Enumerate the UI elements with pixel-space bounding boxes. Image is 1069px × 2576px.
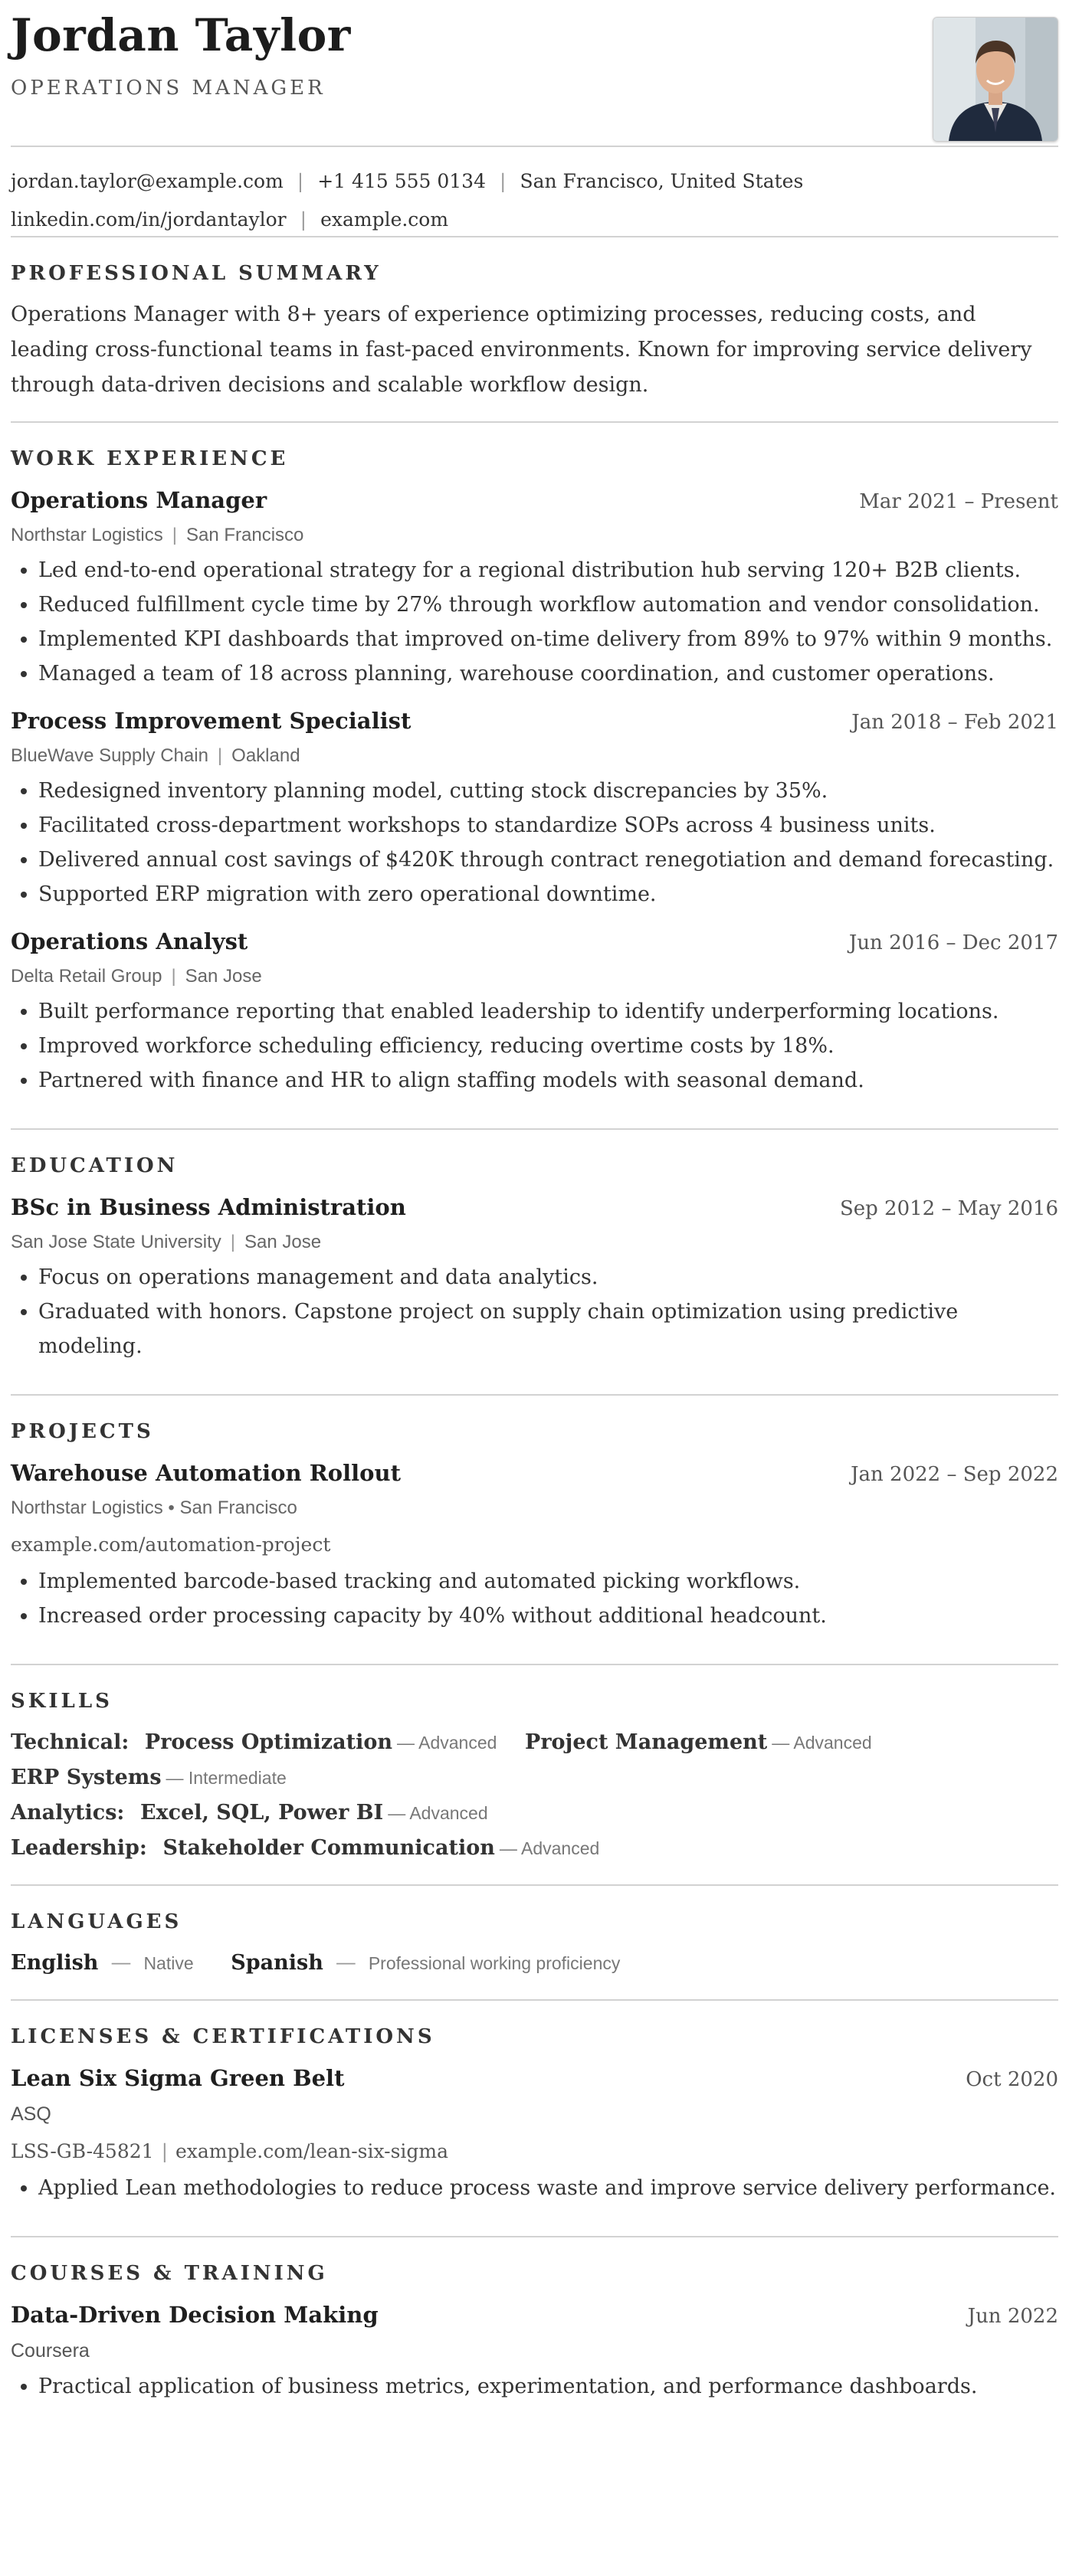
education-bullets	[11, 1260, 1058, 1363]
language-level: Professional working proficiency	[368, 1953, 621, 1973]
bullet-item: • Built performance reporting that enabled leadership to identify underperforming locations.	[38, 994, 1058, 1029]
bullet-item: • Redesigned inventory planning model, cutting stock discrepancies by 35%.	[38, 774, 1058, 808]
certification-bullets	[11, 2171, 1058, 2205]
separator: —	[110, 1951, 132, 1975]
job-location: San Francisco	[185, 525, 304, 545]
bullet-item: • Partnered with finance and HR to align staffing models with seasonal demand.	[38, 1063, 1058, 1098]
project-name: Warehouse Automation Rollout	[11, 1460, 401, 1486]
bullet-item: • Supported ERP migration with zero operational downtime.	[38, 877, 1058, 912]
education-header	[11, 1190, 1058, 1225]
skill-level: — Advanced	[772, 1733, 872, 1753]
degree-title: BSc in Business Administration	[11, 1194, 406, 1220]
bullet-item: • Implemented barcode-based tracking and automated picking workflows.	[38, 1564, 1058, 1599]
resume-header	[11, 0, 1058, 146]
candidate-title: OPERATIONS MANAGER	[11, 77, 326, 100]
languages-list	[11, 1946, 1058, 1981]
bullet-item: • Improved workforce scheduling efficiency, reducing overtime costs by 18%.	[38, 1029, 1058, 1063]
skill-level: — Advanced	[397, 1733, 497, 1753]
bullet-item: • Graduated with honors. Capstone project on supply chain optimization using predictive modeling.	[38, 1295, 1058, 1363]
section-heading: PROJECTS	[11, 1420, 154, 1443]
bullet-item: • Facilitated cross-department workshops to standardize SOPs across 4 business units.	[38, 808, 1058, 843]
job-company-line	[11, 959, 1058, 994]
separator: |	[217, 745, 223, 766]
profile-photo-image	[933, 18, 1058, 141]
school-location: San Jose	[244, 1232, 322, 1252]
skill-category: Analytics:	[11, 1801, 125, 1825]
skill-level: — Advanced	[388, 1803, 488, 1823]
certification-issuer: ASQ	[11, 2103, 51, 2125]
bullet-item: • Reduced fulfillment cycle time by 27% through workflow automation and vendor consolidation.	[38, 588, 1058, 622]
skill-category: Leadership:	[11, 1836, 147, 1860]
skill-group-analytics	[11, 1795, 1058, 1831]
separator: |	[500, 170, 507, 192]
course-entry	[11, 2297, 1058, 2404]
section-heading: WORK EXPERIENCE	[11, 447, 289, 470]
job-title: Process Improvement Specialist	[11, 708, 412, 734]
job-entry	[11, 483, 1058, 691]
skill-category: Technical:	[11, 1730, 130, 1754]
separator: |	[230, 1232, 236, 1252]
section-heading: LANGUAGES	[11, 1910, 182, 1933]
candidate-name: Jordan Taylor	[11, 9, 351, 61]
separator: |	[171, 966, 176, 987]
job-date: Jan 2018 – Feb 2021	[851, 711, 1058, 734]
bullet-item: • Applied Lean methodologies to reduce process waste and improve service delivery performance.	[38, 2171, 1058, 2205]
certifications-section	[11, 2001, 1058, 2236]
school-name: San Jose State University	[11, 1232, 221, 1252]
bullet-item: • Managed a team of 18 across planning, warehouse coordination, and customer operations.	[38, 656, 1058, 691]
section-heading: COURSES & TRAINING	[11, 2262, 328, 2285]
course-provider: Coursera	[11, 2340, 90, 2362]
job-header	[11, 924, 1058, 959]
certification-entry	[11, 2060, 1058, 2205]
courses-section	[11, 2237, 1058, 2434]
job-header	[11, 483, 1058, 518]
language-name: English	[11, 1951, 99, 1975]
education-section	[11, 1130, 1058, 1394]
job-date: Mar 2021 – Present	[859, 490, 1058, 513]
contact-line-1	[11, 162, 1058, 201]
contact-line-2	[11, 201, 1058, 239]
job-company: Delta Retail Group	[11, 966, 162, 987]
skill-name: Stakeholder Communication	[162, 1836, 495, 1860]
project-link[interactable]: example.com/automation-project	[11, 1533, 331, 1556]
job-bullets	[11, 553, 1058, 691]
bullet-item: • Focus on operations management and data analytics.	[38, 1260, 1058, 1295]
project-bullets	[11, 1564, 1058, 1633]
education-entry	[11, 1190, 1058, 1363]
separator: —	[335, 1951, 356, 1975]
certification-id: LSS-GB-45821	[11, 2140, 154, 2162]
job-bullets	[11, 774, 1058, 912]
job-header	[11, 703, 1058, 738]
job-title: Operations Analyst	[11, 928, 248, 954]
job-date: Jun 2016 – Dec 2017	[848, 931, 1058, 954]
course-header	[11, 2297, 1058, 2332]
bullet-item: • Practical application of business metrics, experimentation, and performance dashboards.	[38, 2369, 1058, 2404]
projects-section	[11, 1396, 1058, 1664]
contact-phone[interactable]: +1 415 555 0134	[317, 170, 486, 192]
skill-level: — Advanced	[499, 1838, 600, 1858]
job-location: San Jose	[185, 966, 262, 987]
contact-email[interactable]: jordan.taylor@example.com	[11, 170, 284, 192]
course-bullets	[11, 2369, 1058, 2404]
job-company: Northstar Logistics	[11, 525, 163, 545]
job-entry	[11, 703, 1058, 912]
project-header	[11, 1455, 1058, 1491]
experience-section	[11, 423, 1058, 1128]
section-heading: PROFESSIONAL SUMMARY	[11, 262, 382, 285]
project-date: Jan 2022 – Sep 2022	[851, 1463, 1058, 1486]
project-org: Northstar Logistics • San Francisco	[11, 1497, 297, 1518]
skills-section	[11, 1665, 1058, 1884]
skill-name: Excel, SQL, Power BI	[139, 1801, 384, 1825]
contact-linkedin[interactable]: linkedin.com/in/jordantaylor	[11, 208, 287, 231]
certification-date: Oct 2020	[966, 2068, 1058, 2091]
contact-website[interactable]: example.com	[320, 208, 449, 231]
skill-level: — Intermediate	[166, 1768, 287, 1788]
separator: |	[297, 170, 304, 192]
course-date: Jun 2022	[967, 2305, 1058, 2328]
project-entry	[11, 1455, 1058, 1633]
skill-name: Project Management	[525, 1730, 768, 1754]
summary-text: Operations Manager with 8+ years of experience optimizing processes, reducing costs, and leading cross-functional teams in fast-paced environments. Known for improving service delivery through data-driven decisions and scalable workflow design.	[11, 303, 1032, 397]
bullet-item: • Increased order processing capacity by 40% without additional headcount.	[38, 1599, 1058, 1633]
contact-info	[11, 147, 1058, 236]
job-company: BlueWave Supply Chain	[11, 745, 208, 766]
skill-group-technical-cont	[11, 1760, 1058, 1795]
certification-link[interactable]: example.com/lean-six-sigma	[175, 2140, 449, 2162]
certification-header	[11, 2060, 1058, 2096]
course-name: Data-Driven Decision Making	[11, 2302, 379, 2328]
separator: |	[161, 2140, 168, 2162]
language-level: Native	[143, 1953, 194, 1973]
job-entry	[11, 924, 1058, 1098]
language-name: Spanish	[231, 1951, 323, 1975]
school-line	[11, 1225, 1058, 1260]
bullet-item: • Implemented KPI dashboards that improved on-time delivery from 89% to 97% within 9 months.	[38, 622, 1058, 656]
job-company-line	[11, 738, 1058, 774]
education-date: Sep 2012 – May 2016	[839, 1197, 1058, 1220]
job-bullets	[11, 994, 1058, 1098]
section-heading: EDUCATION	[11, 1154, 179, 1177]
job-location: Oakland	[231, 745, 300, 766]
profile-photo	[933, 17, 1058, 142]
separator: |	[300, 208, 307, 231]
skill-name: ERP Systems	[11, 1766, 162, 1789]
languages-section	[11, 1886, 1058, 1999]
job-company-line	[11, 518, 1058, 553]
skill-name: Process Optimization	[144, 1730, 392, 1754]
contact-location: San Francisco, United States	[520, 170, 804, 192]
skill-group-leadership	[11, 1831, 1058, 1866]
section-heading: SKILLS	[11, 1690, 113, 1713]
bullet-item: • Delivered annual cost savings of $420K through contract renegotiation and demand forecasting.	[38, 843, 1058, 877]
certification-name: Lean Six Sigma Green Belt	[11, 2065, 345, 2091]
bullet-item: • Led end-to-end operational strategy for a regional distribution hub serving 120+ B2B clients.	[38, 553, 1058, 588]
summary-section	[11, 237, 1058, 421]
job-title: Operations Manager	[11, 487, 267, 513]
section-heading: LICENSES & CERTIFICATIONS	[11, 2025, 435, 2048]
separator: |	[172, 525, 177, 545]
certification-meta	[11, 2132, 1058, 2171]
skill-group-technical	[11, 1725, 1058, 1760]
